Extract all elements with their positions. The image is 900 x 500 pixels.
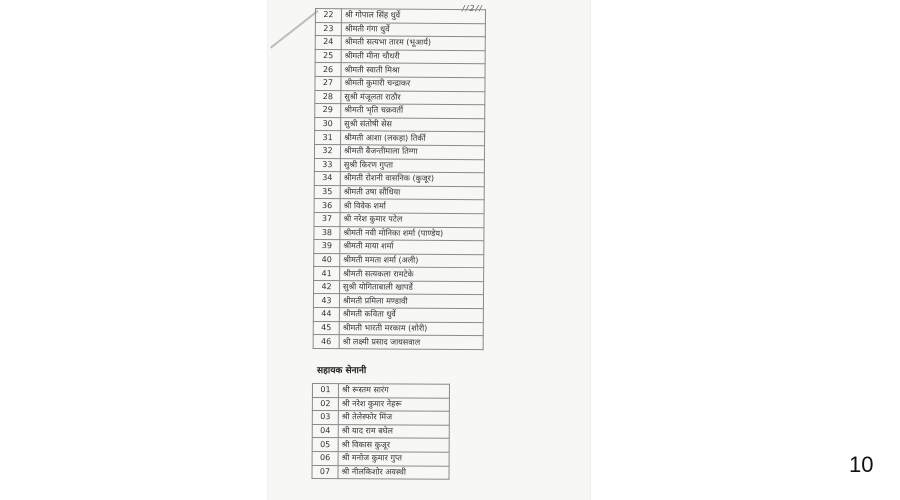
serial-number-cell: 26	[315, 63, 341, 77]
table-row	[315, 117, 485, 132]
page-marker: //2//	[462, 4, 483, 13]
serial-number-cell: 38	[314, 226, 340, 240]
serial-number-cell: 34	[314, 172, 340, 186]
name-cell: श्री गोपाल सिंह धुर्वे	[341, 9, 485, 24]
section-heading: सहायक सेनानी	[317, 366, 367, 376]
name-cell: श्री याद राम बघेल	[338, 424, 449, 438]
name-cell: श्री नीलकिशोर अवस्थी	[338, 465, 449, 479]
table-row	[314, 226, 484, 241]
serial-number-cell: 27	[315, 76, 341, 90]
table-row	[315, 9, 485, 24]
serial-number-cell: 07	[312, 465, 338, 479]
table-row	[312, 438, 449, 452]
slide-number: 10	[849, 452, 874, 477]
serial-number-cell: 28	[315, 90, 341, 104]
serial-number-cell: 03	[312, 411, 338, 425]
table-row	[314, 199, 484, 214]
table-row	[314, 212, 484, 227]
table-row	[314, 240, 484, 255]
name-cell: सुश्री संतोषी सेस	[341, 117, 485, 132]
name-cell: श्रीमती उषा सौंधिया	[340, 185, 484, 200]
table-row	[315, 22, 485, 37]
serial-number-cell: 06	[312, 451, 338, 465]
name-cell: श्रीमती बैजन्तीमाला तिग्गा	[340, 145, 484, 160]
serial-number-cell: 46	[313, 335, 339, 349]
table-row	[314, 267, 484, 282]
serial-number-cell: 36	[314, 199, 340, 213]
name-cell: श्री नरेश कुमार नेहरू	[338, 397, 449, 411]
serial-number-cell: 01	[312, 384, 338, 398]
name-cell: श्रीमती आशा (लकड़ा) तिर्की	[341, 131, 485, 146]
name-cell: श्रीमती सत्यकला रामटेके	[340, 267, 484, 282]
serial-number-cell: 32	[314, 144, 340, 158]
table-row	[315, 76, 485, 91]
table-row	[315, 104, 485, 119]
name-cell: सुश्री योगिताबाली खापर्डे	[340, 281, 484, 296]
serial-number-cell: 23	[315, 22, 341, 36]
name-cell: श्री नरेश कुमार पटेल	[340, 213, 484, 228]
table-row	[315, 131, 485, 146]
table-row	[312, 451, 449, 465]
serial-number-cell: 39	[314, 240, 340, 254]
serial-number-cell: 02	[312, 397, 338, 411]
serial-number-cell: 42	[314, 280, 340, 294]
table-row	[314, 158, 484, 173]
serial-number-cell: 44	[313, 308, 339, 322]
name-cell: श्रीमती मीना चौधरी	[341, 49, 485, 64]
assistant-commandant-table	[311, 383, 450, 480]
name-cell: श्रीमती प्रमिला मण्डावी	[339, 294, 483, 309]
table-row	[314, 144, 484, 159]
serial-number-cell: 04	[312, 424, 338, 438]
table-row	[312, 411, 449, 425]
name-cell: श्रीमती स्वाती मिश्रा	[341, 63, 485, 78]
serial-number-cell: 40	[314, 253, 340, 267]
name-cell: श्रीमती कुमारी चन्द्राकर	[341, 77, 485, 92]
name-cell: सुश्री किरण गुप्ता	[340, 158, 484, 173]
serial-number-cell: 24	[315, 36, 341, 50]
serial-number-cell: 45	[313, 321, 339, 335]
name-cell: श्री मनोज कुमार गुप्त	[338, 452, 449, 466]
officer-list-table	[313, 8, 486, 350]
table-row	[312, 424, 449, 438]
name-cell: श्रीमती गंगा धुर्वे	[341, 22, 485, 37]
table-row	[312, 397, 449, 411]
serial-number-cell: 05	[312, 438, 338, 452]
table-row	[315, 36, 485, 51]
serial-number-cell: 43	[313, 294, 339, 308]
serial-number-cell: 41	[314, 267, 340, 281]
name-cell: श्री विकास कुजूर	[338, 438, 449, 452]
serial-number-cell: 35	[314, 185, 340, 199]
table-row	[313, 294, 483, 309]
serial-number-cell: 29	[315, 104, 341, 118]
name-cell: श्री लक्ष्मी प्रसाद जायसवाल	[339, 335, 483, 350]
name-cell: श्रीमती भारती मरकाम (शोरी)	[339, 321, 483, 336]
table-row	[314, 185, 484, 200]
name-cell: श्री विवेक शर्मा	[340, 199, 484, 214]
table-row	[313, 321, 483, 336]
name-cell: श्री तेलेस्फोर मिंज	[338, 411, 449, 425]
name-cell: श्रीमती सत्यभा तारम (भूआर्य)	[341, 36, 485, 51]
serial-number-cell: 22	[315, 9, 341, 23]
name-cell: श्री रूस्तम सारंग	[338, 384, 449, 398]
name-cell: श्रीमती कविता धुर्वे	[339, 308, 483, 323]
table-row	[315, 63, 485, 78]
name-cell: सुश्री मंजूलता राठौर	[341, 90, 485, 105]
serial-number-cell: 25	[315, 49, 341, 63]
name-cell: श्रीमती माया शर्मा	[340, 240, 484, 255]
serial-number-cell: 37	[314, 212, 340, 226]
assistant-commandant-body	[312, 384, 449, 480]
name-cell: श्रीमती रोशनी वासनिक (कुजूर)	[340, 172, 484, 187]
table-row	[312, 384, 449, 398]
table-row	[314, 172, 484, 187]
table-row	[315, 49, 485, 64]
serial-number-cell: 31	[315, 131, 341, 145]
name-cell: श्रीमती भृति चक्रवर्ती	[341, 104, 485, 119]
table-row	[313, 335, 483, 350]
officer-list-body	[313, 9, 485, 350]
name-cell: श्रीमती ममता शर्मा (अली)	[340, 253, 484, 268]
table-row	[314, 280, 484, 295]
table-row	[314, 253, 484, 268]
serial-number-cell: 33	[314, 158, 340, 172]
name-cell: श्रीमती नवी मोनिका शर्मा (पाण्डेय)	[340, 226, 484, 241]
serial-number-cell: 30	[315, 117, 341, 131]
table-row	[313, 308, 483, 323]
table-row	[315, 90, 485, 105]
table-row	[312, 465, 449, 479]
